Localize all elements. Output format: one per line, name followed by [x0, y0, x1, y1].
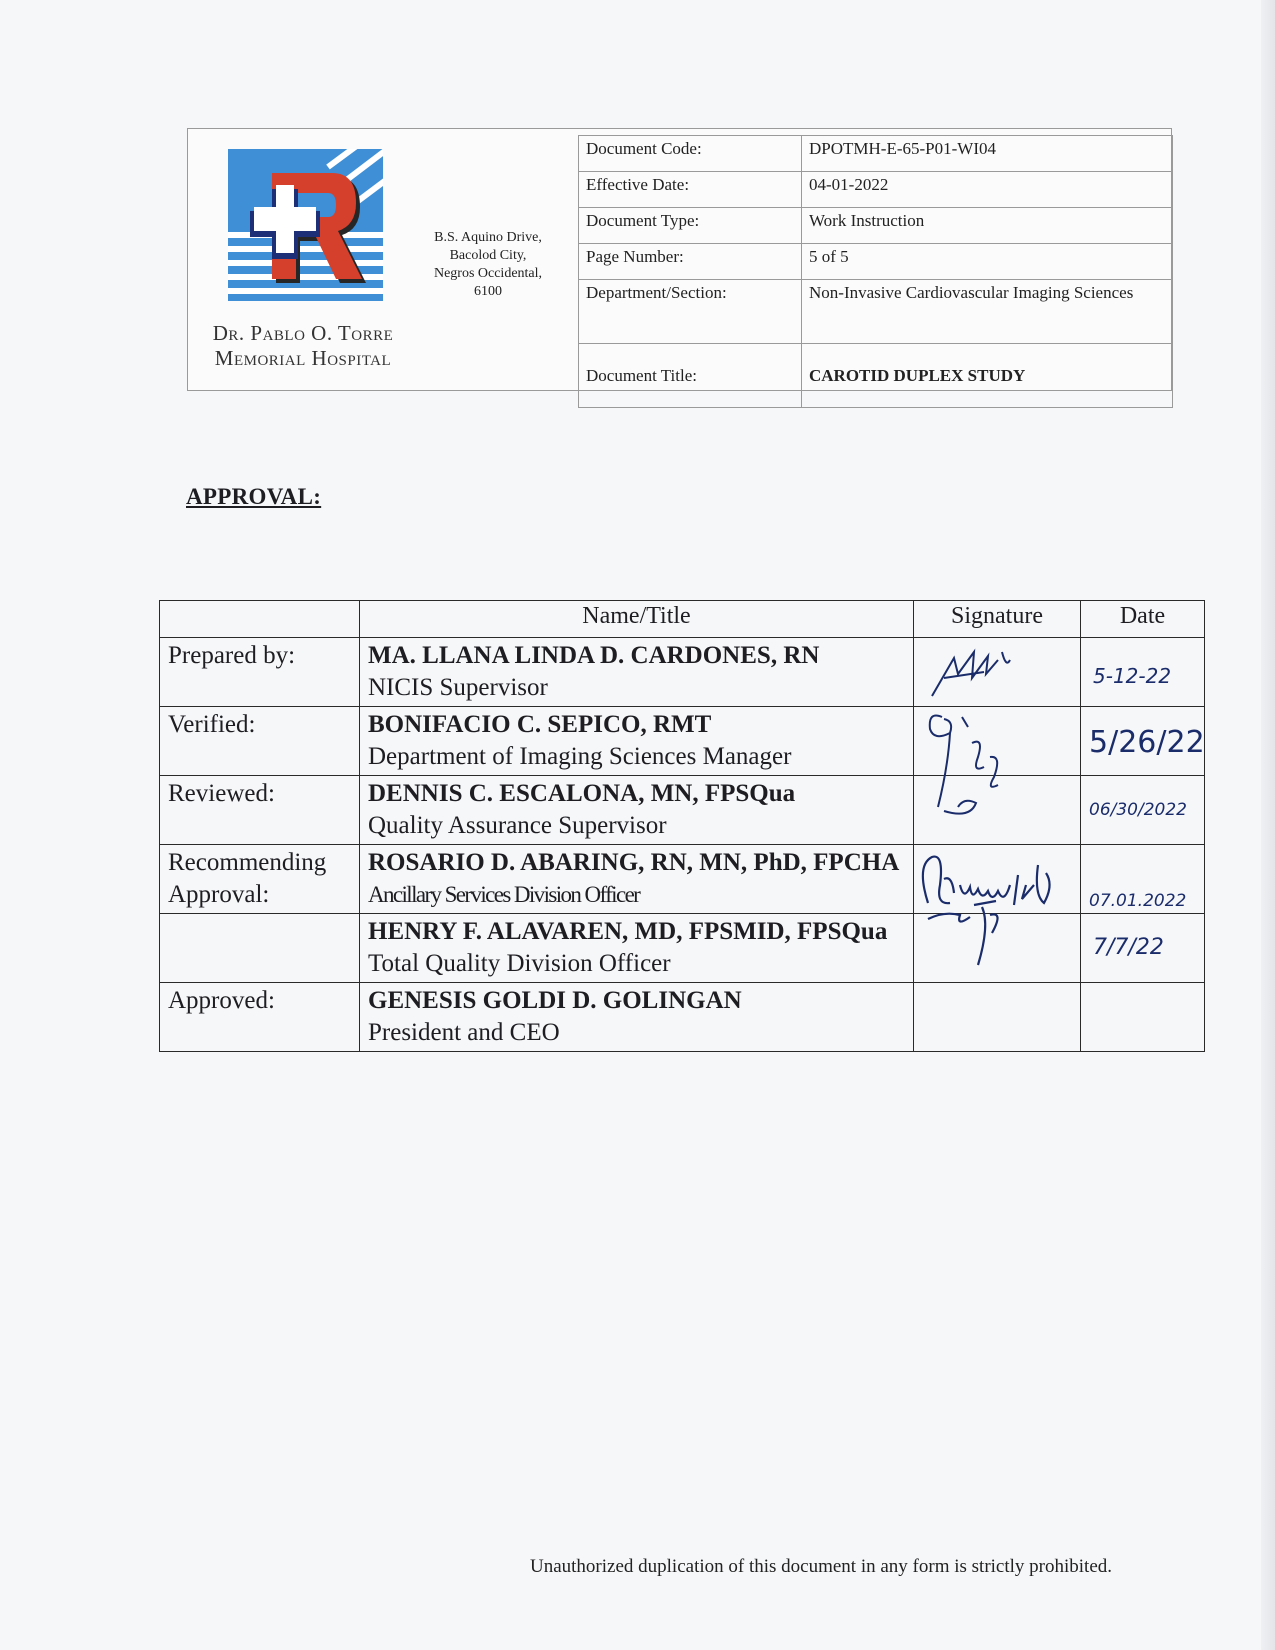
approval-person — [360, 776, 914, 845]
footer-notice: Unauthorized duplication of this document in any form is strictly prohibited. — [530, 1556, 1113, 1577]
signature-cell — [914, 845, 1081, 914]
scan-edge — [1261, 0, 1275, 1650]
person-name: GENESIS GOLDI D. GOLINGAN — [368, 987, 742, 1014]
approval-person — [360, 914, 914, 983]
handwritten-date: 07.01.2022 — [1089, 891, 1187, 911]
person-title: President and CEO — [368, 1019, 560, 1046]
signature-cell — [914, 914, 1081, 983]
address-line: Bacolod City, — [449, 248, 527, 263]
meta-value: 04-01-2022 — [802, 172, 1173, 208]
handwritten-date: 5/26/22 — [1089, 725, 1205, 760]
date-cell — [1081, 776, 1205, 845]
address-line: 6100 — [474, 284, 502, 299]
person-name: HENRY F. ALAVAREN, MD, FPSMID, FPSQua — [368, 918, 888, 945]
signature-cell — [914, 983, 1081, 1052]
handwritten-date: 7/7/22 — [1093, 935, 1164, 960]
meta-label: Effective Date: — [579, 172, 802, 208]
meta-row-page-number — [579, 244, 1173, 280]
person-title: NICIS Supervisor — [368, 674, 548, 701]
handwritten-date: 06/30/2022 — [1089, 800, 1187, 820]
meta-value: DPOTMH-E-65-P01-WI04 — [802, 136, 1173, 172]
approval-row-approved — [160, 983, 1205, 1052]
date-cell — [1081, 845, 1205, 914]
person-name: DENNIS C. ESCALONA, MN, FPSQua — [368, 780, 796, 807]
address-line: Negros Occidental, — [433, 266, 543, 281]
approval-header-row — [160, 601, 1205, 638]
approval-role: Prepared by: — [160, 638, 360, 707]
person-name: MA. LLANA LINDA D. CARDONES, RN — [368, 642, 820, 669]
approval-person — [360, 845, 914, 914]
approval-role: Verified: — [160, 707, 360, 776]
approval-person — [360, 707, 914, 776]
person-name: ROSARIO D. ABARING, RN, MN, PhD, FPCHA — [368, 849, 900, 876]
document-header — [187, 128, 1172, 391]
name-title-column-header: Name/Title — [360, 601, 914, 638]
approval-role: Reviewed: — [160, 776, 360, 845]
signature-cell — [914, 776, 1081, 845]
date-column-header: Date — [1081, 601, 1205, 638]
document-meta-table — [578, 135, 1173, 408]
meta-row-effective-date — [579, 172, 1173, 208]
meta-label: Page Number: — [579, 244, 802, 280]
signature-cell — [914, 638, 1081, 707]
meta-label: Document Code: — [579, 136, 802, 172]
hospital-logo — [228, 149, 383, 301]
signature-cell — [914, 707, 1081, 776]
approval-person — [360, 638, 914, 707]
hospital-name-line2: Memorial Hospital — [214, 346, 392, 370]
approval-role: Approved: — [160, 983, 360, 1052]
date-cell — [1081, 638, 1205, 707]
approval-row-prepared — [160, 638, 1205, 707]
hospital-name-line1: Dr. Pablo O. Torre — [212, 321, 394, 345]
approval-row-henry — [160, 914, 1205, 983]
role-column-header — [160, 601, 360, 638]
person-title: Ancillary Services Division Officer — [368, 882, 640, 907]
hospital-identity — [188, 129, 578, 390]
approval-row-recommending — [160, 845, 1205, 914]
approval-role — [160, 914, 360, 983]
person-title: Department of Imaging Sciences Manager — [368, 743, 792, 770]
approval-person — [360, 983, 914, 1052]
meta-row-department — [579, 280, 1173, 344]
approval-role: Recommending Approval: — [160, 845, 360, 914]
approval-row-verified — [160, 707, 1205, 776]
approval-heading: APPROVAL: — [186, 484, 322, 509]
date-cell — [1081, 983, 1205, 1052]
date-cell — [1081, 914, 1205, 983]
meta-value: CAROTID DUPLEX STUDY — [802, 344, 1173, 408]
meta-label: Document Type: — [579, 208, 802, 244]
person-title: Quality Assurance Supervisor — [368, 812, 667, 839]
person-name: BONIFACIO C. SEPICO, RMT — [368, 711, 712, 738]
meta-row-document-title — [579, 344, 1173, 408]
date-cell — [1081, 707, 1205, 776]
meta-row-document-code — [579, 136, 1173, 172]
address-line: B.S. Aquino Drive, — [434, 230, 542, 245]
meta-value: Work Instruction — [802, 208, 1173, 244]
meta-value: 5 of 5 — [802, 244, 1173, 280]
hospital-name — [188, 321, 418, 371]
approval-row-reviewed — [160, 776, 1205, 845]
meta-label: Document Title: — [579, 344, 802, 408]
approval-table — [159, 600, 1205, 1052]
signature-mark — [914, 638, 1064, 704]
meta-value: Non-Invasive Cardiovascular Imaging Sciences — [802, 280, 1173, 344]
meta-row-document-type — [579, 208, 1173, 244]
meta-label: Department/Section: — [579, 280, 802, 344]
hospital-address — [418, 229, 558, 301]
handwritten-date: 5-12-22 — [1093, 664, 1172, 688]
person-title: Total Quality Division Officer — [368, 950, 671, 977]
signature-column-header: Signature — [914, 601, 1081, 638]
